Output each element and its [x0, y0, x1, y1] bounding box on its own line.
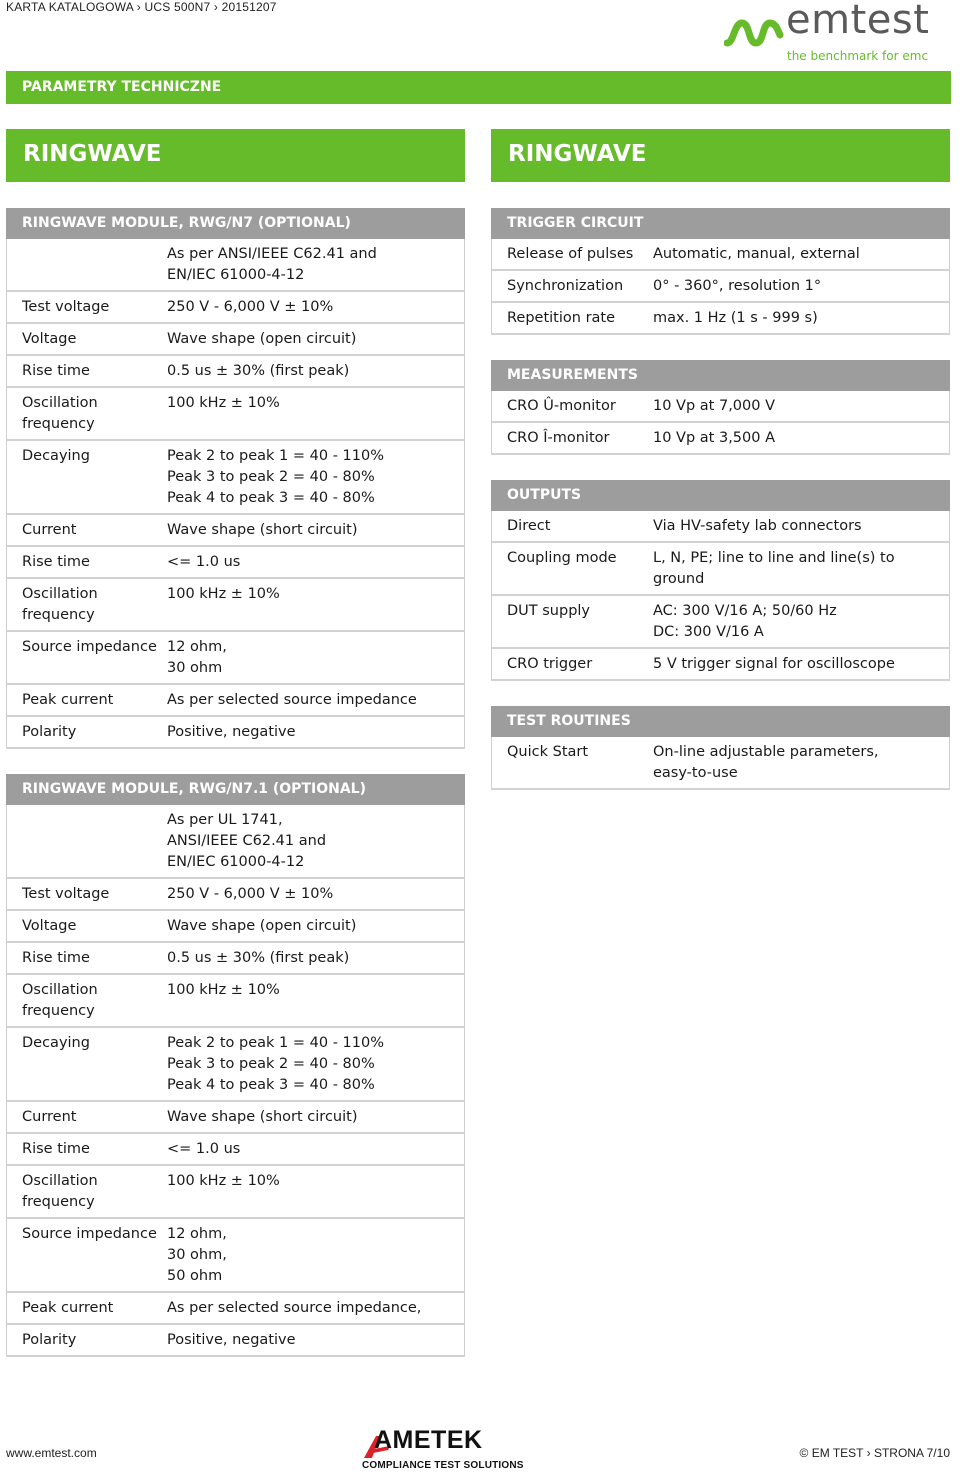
spec-row: [7, 514, 465, 546]
spec-label: Rise time: [7, 546, 168, 578]
footer-url[interactable]: www.emtest.com: [6, 1446, 97, 1460]
spec-label: Polarity: [7, 716, 168, 748]
spec-value: max. 1 Hz (1 s - 999 s): [653, 302, 950, 334]
spec-value: 100 kHz ± 10%: [167, 974, 465, 1027]
spec-row: [7, 942, 465, 974]
spec-value: Wave shape (open circuit): [167, 323, 465, 355]
spec-value: 0.5 us ± 30% (first peak): [167, 942, 465, 974]
spec-label: Oscillation frequency: [7, 387, 168, 440]
spec-row: [7, 684, 465, 716]
spec-value: 250 V - 6,000 V ± 10%: [167, 291, 465, 323]
spec-value: As per UL 1741, ANSI/IEEE C62.41 and EN/IEC 61000-4-12: [167, 805, 465, 878]
spec-row: [7, 631, 465, 684]
section-title: TRIGGER CIRCUIT: [491, 208, 950, 239]
spec-row: [7, 387, 465, 440]
spec-row: [7, 1218, 465, 1292]
spec-row: [7, 440, 465, 514]
spec-row: [7, 1027, 465, 1101]
spec-row: [492, 648, 950, 680]
spec-value: 12 ohm, 30 ohm, 50 ohm: [167, 1218, 465, 1292]
spec-value: As per selected source impedance: [167, 684, 465, 716]
spec-value: AC: 300 V/16 A; 50/60 Hz DC: 300 V/16 A: [653, 595, 950, 648]
spec-row: [7, 578, 465, 631]
section-bar-title: PARAMETRY TECHNICZNE: [22, 79, 222, 95]
spec-label: Rise time: [7, 1133, 168, 1165]
right-heading-title: RINGWAVE: [508, 141, 647, 167]
spec-row: [7, 716, 465, 748]
emtest-logo: [724, 0, 950, 67]
spec-value: On-line adjustable parameters, easy-to-use: [653, 737, 950, 789]
spec-value: L, N, PE; line to line and line(s) to ground: [653, 542, 950, 595]
spec-row: [492, 422, 950, 454]
spec-row: [492, 542, 950, 595]
spec-value: Peak 2 to peak 1 = 40 - 110% Peak 3 to peak 2 = 40 - 80% Peak 4 to peak 3 = 40 - 80%: [167, 1027, 465, 1101]
spec-value: Positive, negative: [167, 716, 465, 748]
section-title: RINGWAVE MODULE, RWG/N7.1 (OPTIONAL): [6, 774, 465, 805]
spec-label: Peak current: [7, 1292, 168, 1324]
spec-value: 100 kHz ± 10%: [167, 578, 465, 631]
section-gap: [491, 681, 950, 706]
ametek-subtitle: COMPLIANCE TEST SOLUTIONS: [362, 1460, 524, 1471]
spec-label: CRO Î-monitor: [492, 422, 654, 454]
spec-label: Quick Start: [492, 737, 654, 789]
spec-value: <= 1.0 us: [167, 546, 465, 578]
spec-label: [7, 239, 168, 291]
spec-table: [491, 511, 950, 681]
spec-value: <= 1.0 us: [167, 1133, 465, 1165]
spec-value: Peak 2 to peak 1 = 40 - 110% Peak 3 to peak 2 = 40 - 80% Peak 4 to peak 3 = 40 - 80%: [167, 440, 465, 514]
spec-row: [7, 910, 465, 942]
spec-row: [7, 1101, 465, 1133]
spec-value: 10 Vp at 7,000 V: [653, 391, 950, 422]
spec-row: [7, 291, 465, 323]
spec-label: DUT supply: [492, 595, 654, 648]
spec-row: [7, 546, 465, 578]
spec-value: As per ANSI/IEEE C62.41 and EN/IEC 61000-4-12: [167, 239, 465, 291]
spec-label: Oscillation frequency: [7, 1165, 168, 1218]
spec-label: Direct: [492, 511, 654, 542]
spec-label: Voltage: [7, 910, 168, 942]
spec-value: 10 Vp at 3,500 A: [653, 422, 950, 454]
spec-row: [7, 805, 465, 878]
spec-label: Test voltage: [7, 291, 168, 323]
section-title: RINGWAVE MODULE, RWG/N7 (OPTIONAL): [6, 208, 465, 239]
spec-value: Wave shape (open circuit): [167, 910, 465, 942]
right-column: [491, 208, 950, 790]
spec-row: [7, 974, 465, 1027]
spec-row: [492, 239, 950, 270]
section-title: TEST ROUTINES: [491, 706, 950, 737]
spec-label: Source impedance: [7, 1218, 168, 1292]
spec-label: Voltage: [7, 323, 168, 355]
spec-label: Rise time: [7, 355, 168, 387]
spec-label: Rise time: [7, 942, 168, 974]
spec-value: As per selected source impedance,: [167, 1292, 465, 1324]
spec-value: 100 kHz ± 10%: [167, 1165, 465, 1218]
ametek-wordmark: AMETEK: [374, 1426, 483, 1454]
spec-value: 0° - 360°, resolution 1°: [653, 270, 950, 302]
section-gap: [491, 335, 950, 360]
spec-value: Wave shape (short circuit): [167, 514, 465, 546]
spec-value: 100 kHz ± 10%: [167, 387, 465, 440]
spec-label: CRO Û-monitor: [492, 391, 654, 422]
spec-value: Wave shape (short circuit): [167, 1101, 465, 1133]
spec-label: Decaying: [7, 440, 168, 514]
section-gap: [6, 749, 465, 774]
spec-label: Test voltage: [7, 878, 168, 910]
spec-row: [492, 302, 950, 334]
spec-row: [492, 737, 950, 789]
right-heading: [491, 129, 950, 182]
section-title: MEASUREMENTS: [491, 360, 950, 391]
spec-table: [6, 239, 465, 749]
spec-label: Release of pulses: [492, 239, 654, 270]
spec-row: [7, 1165, 465, 1218]
spec-label: Coupling mode: [492, 542, 654, 595]
spec-label: Source impedance: [7, 631, 168, 684]
spec-value: Automatic, manual, external: [653, 239, 950, 270]
spec-table: [491, 239, 950, 335]
section-bar: [6, 71, 951, 104]
left-heading: [6, 129, 465, 182]
spec-label: Repetition rate: [492, 302, 654, 334]
emtest-wave-icon: [724, 13, 784, 53]
spec-row: [492, 595, 950, 648]
logo-wordmark: emtest: [786, 0, 930, 43]
spec-row: [7, 323, 465, 355]
spec-value: 12 ohm, 30 ohm: [167, 631, 465, 684]
spec-value: Via HV-safety lab connectors: [653, 511, 950, 542]
spec-row: [492, 270, 950, 302]
spec-row: [7, 878, 465, 910]
left-column: [6, 208, 465, 1357]
spec-row: [7, 1133, 465, 1165]
spec-label: Oscillation frequency: [7, 578, 168, 631]
spec-value: 0.5 us ± 30% (first peak): [167, 355, 465, 387]
spec-row: [492, 391, 950, 422]
spec-label: CRO trigger: [492, 648, 654, 680]
breadcrumb: KARTA KATALOGOWA › UCS 500N7 › 20151207: [6, 0, 277, 14]
left-heading-title: RINGWAVE: [23, 141, 162, 167]
section-gap: [491, 455, 950, 480]
spec-label: Current: [7, 1101, 168, 1133]
logo-tagline: the benchmark for emc: [787, 49, 929, 63]
ametek-logo: [362, 1426, 532, 1475]
spec-row: [7, 355, 465, 387]
spec-label: Peak current: [7, 684, 168, 716]
spec-label: Decaying: [7, 1027, 168, 1101]
spec-value: Positive, negative: [167, 1324, 465, 1356]
spec-row: [7, 1292, 465, 1324]
spec-label: Polarity: [7, 1324, 168, 1356]
spec-label: Oscillation frequency: [7, 974, 168, 1027]
spec-table: [6, 805, 465, 1357]
page-number: © EM TEST › STRONA 7/10: [799, 1446, 950, 1460]
spec-table: [491, 737, 950, 790]
spec-row: [7, 239, 465, 291]
spec-label: Synchronization: [492, 270, 654, 302]
section-title: OUTPUTS: [491, 480, 950, 511]
spec-label: Current: [7, 514, 168, 546]
spec-value: 5 V trigger signal for oscilloscope: [653, 648, 950, 680]
spec-row: [492, 511, 950, 542]
spec-label: [7, 805, 168, 878]
spec-row: [7, 1324, 465, 1356]
spec-value: 250 V - 6,000 V ± 10%: [167, 878, 465, 910]
spec-table: [491, 391, 950, 455]
